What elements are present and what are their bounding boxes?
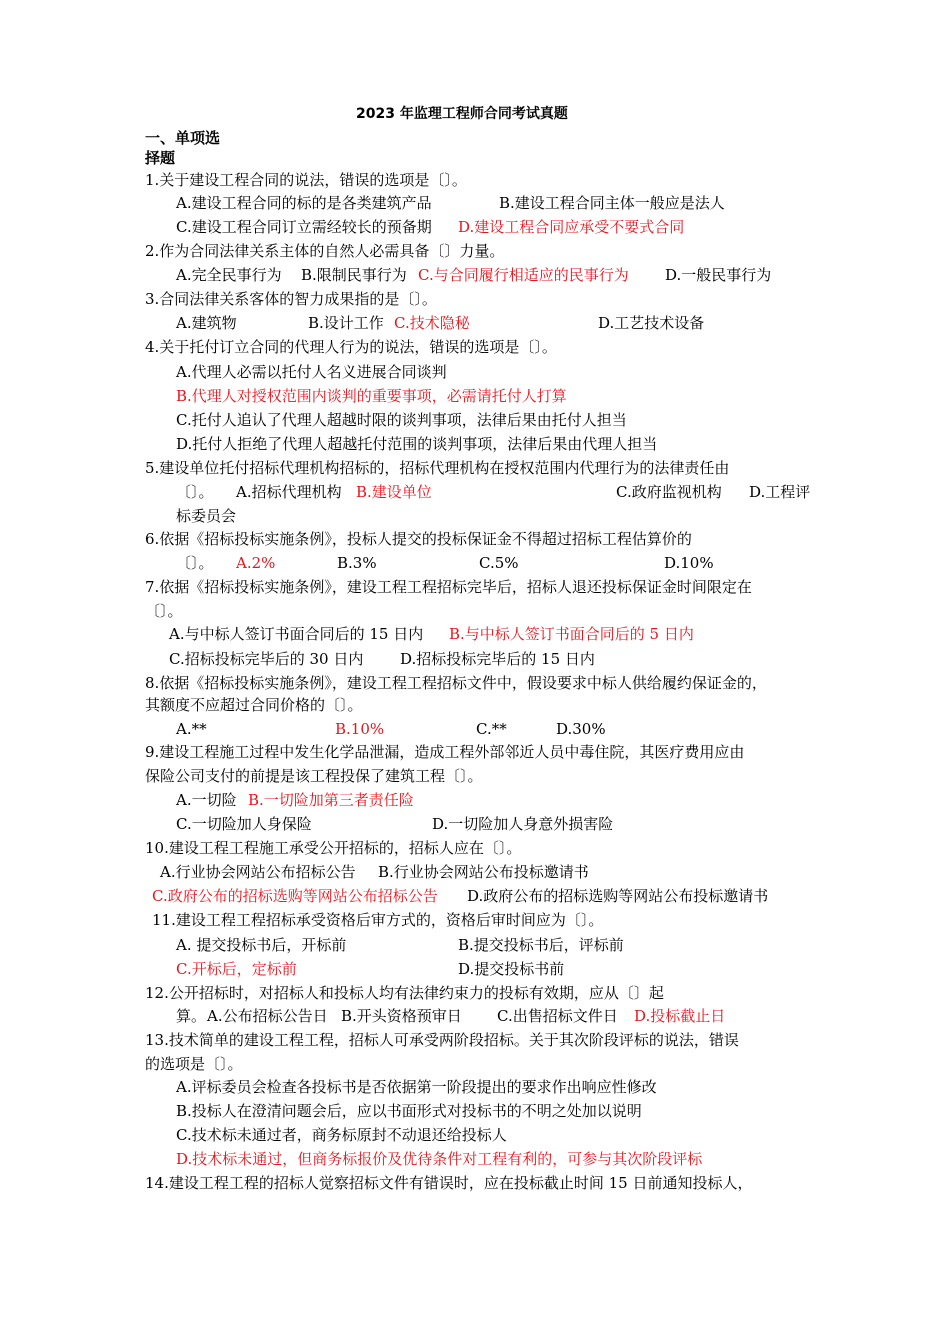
- q7-option-a: A.与中标人签订书面合同后的 15 日内: [169, 625, 424, 643]
- q4-option-a: A.代理人必需以托付人名义进展合同谈判: [176, 363, 447, 381]
- q11-stem: 11.建设工程工程招标承受资格后审方式的，资格后审时间应为〔〕。: [152, 911, 604, 929]
- q5-option-a: A.招标代理机构: [236, 483, 342, 501]
- q6-option-a-answer: A.2%: [236, 554, 276, 572]
- q6-option-b: B.3%: [337, 554, 377, 572]
- q8-option-c: C.**: [476, 720, 507, 738]
- q13-stem-line2: 的选项是〔〕。: [145, 1055, 243, 1073]
- q8-option-a: A.**: [176, 720, 207, 738]
- q6-option-c: C.5%: [479, 554, 519, 572]
- q3-option-a: A.建筑物: [176, 314, 237, 332]
- q3-stem: 3.合同法律关系客体的智力成果指的是〔〕。: [145, 290, 437, 308]
- q6-paren: 〔〕。: [176, 554, 214, 572]
- q13-option-a: A.评标委员会检查各投标书是否依据第一阶段提出的要求作出响应性修改: [176, 1078, 657, 1096]
- q3-option-c-answer: C.技术隐秘: [394, 314, 470, 332]
- q10-option-d: D.政府公布的招标选购等网站公布投标邀请书: [467, 887, 769, 905]
- q9-option-d: D.一切险加人身意外损害险: [432, 815, 614, 833]
- q1-option-d-answer: D.建设工程合同应承受不要式合同: [458, 218, 685, 236]
- q14-stem: 14.建设工程工程的招标人觉察招标文件有错误时，应在投标截止时间 15 日前通知投标人，: [145, 1174, 753, 1192]
- q7-option-c: C.招标投标完毕后的 30 日内: [169, 650, 364, 668]
- q2-option-b: B.限制民事行为: [301, 266, 407, 284]
- q1-stem: 1.关于建设工程合同的说法，错误的选项是〔〕。: [145, 171, 467, 189]
- q13-option-b: B.投标人在澄清问题会后，应以书面形式对投标书的不明之处加以说明: [176, 1102, 642, 1120]
- q5-stem: 5.建设单位托付招标代理机构招标的，招标代理机构在授权范围内代理行为的法律责任由: [145, 459, 730, 477]
- q4-option-d: D.托付人拒绝了代理人超越托付范围的谈判事项，法律后果由代理人担当: [176, 435, 658, 453]
- q1-option-a: A.建设工程合同的标的是各类建筑产品: [176, 194, 432, 212]
- q11-option-a: A. 提交投标书后，开标前: [176, 936, 347, 954]
- q12-option-c: C.出售招标文件日: [497, 1007, 618, 1025]
- q4-stem: 4.关于托付订立合同的代理人行为的说法，错误的选项是〔〕。: [145, 338, 557, 356]
- q10-stem: 10.建设工程工程施工承受公开招标的，招标人应在〔〕。: [145, 839, 522, 857]
- q9-option-a: A.一切险: [176, 791, 237, 809]
- q9-option-b-answer: B.一切险加第三者责任险: [248, 791, 414, 809]
- q3-option-d: D.工艺技术设备: [598, 314, 705, 332]
- q5-option-c: C.政府监视机构: [616, 483, 722, 501]
- q2-option-d: D.一般民事行为: [665, 266, 772, 284]
- q7-option-d: D.招标投标完毕后的 15 日内: [400, 650, 595, 668]
- q10-option-c-answer: C.政府公布的招标选购等网站公布招标公告: [152, 887, 438, 905]
- q4-option-c: C.托付人追认了代理人超越时限的谈判事项，法律后果由托付人担当: [176, 411, 627, 429]
- q3-option-b: B.设计工作: [308, 314, 384, 332]
- q9-option-c: C.一切险加人身保险: [176, 815, 312, 833]
- q12-option-a: A.公布招标公告日: [207, 1007, 328, 1025]
- q2-stem: 2.作为合同法律关系主体的自然人必需具备〔〕力量。: [145, 242, 505, 260]
- q5-option-d: D.工程评: [749, 483, 811, 501]
- q10-option-a: A.行业协会网站公布招标公告: [160, 863, 356, 881]
- q13-option-d-answer: D.技术标未通过，但商务标报价及优待条件对工程有利的，可参与其次阶段评标: [176, 1150, 703, 1168]
- q8-stem-line1: 8.依据《招标投标实施条例》，建设工程工程招标文件中，假设要求中标人供给履约保证金的，: [145, 674, 767, 692]
- q2-option-a: A.完全民事行为: [176, 266, 282, 284]
- q6-stem: 6.依据《招标投标实施条例》，投标人提交的投标保证金不得超过招标工程估算价的: [145, 530, 692, 548]
- q7-stem-line2: 〔〕。: [145, 602, 183, 620]
- q1-option-b: B.建设工程合同主体一般应是法人: [499, 194, 725, 212]
- q12-option-d-answer: D.投标截止日: [634, 1007, 726, 1025]
- q12-stem-cont: 算。: [176, 1007, 207, 1025]
- q9-stem-line1: 9.建设工程施工过程中发生化学品泄漏，造成工程外部邻近人员中毒住院，其医疗费用应由: [145, 743, 745, 761]
- q12-stem: 12.公开招标时，对招标人和投标人均有法律约束力的投标有效期，应从〔〕起: [145, 984, 664, 1002]
- section-heading-line2: 择题: [145, 149, 176, 167]
- q8-option-d: D.30%: [556, 720, 606, 738]
- q8-stem-line2: 其额度不应超过合同价格的〔〕。: [145, 696, 363, 714]
- page-title: 2023 年监理工程师合同考试真题: [356, 106, 568, 122]
- q13-stem-line1: 13.技术简单的建设工程工程，招标人可承受两阶段招标。关于其次阶段评标的说法，错误: [145, 1031, 739, 1049]
- q8-option-b-answer: B.10%: [335, 720, 385, 738]
- q5-option-d-cont: 标委员会: [176, 507, 237, 525]
- q5-option-b-answer: B.建设单位: [356, 483, 432, 501]
- q4-option-b-answer: B.代理人对授权范围内谈判的重要事项，必需请托付人打算: [176, 387, 567, 405]
- q11-option-d: D.提交投标书前: [458, 960, 565, 978]
- q10-option-b: B.行业协会网站公布投标邀请书: [378, 863, 589, 881]
- q12-option-b: B.开头资格预审日: [341, 1007, 462, 1025]
- section-heading-line1: 一、单项选: [145, 129, 221, 147]
- q5-paren: 〔〕。: [176, 483, 214, 501]
- q2-option-c-answer: C.与合同履行相适应的民事行为: [418, 266, 629, 284]
- q1-option-c: C.建设工程合同订立需经较长的预备期: [176, 218, 432, 236]
- q6-option-d: D.10%: [664, 554, 714, 572]
- q7-stem-line1: 7.依据《招标投标实施条例》，建设工程工程招标完毕后，招标人退还投标保证金时间限定在: [145, 578, 752, 596]
- q11-option-c-answer: C.开标后，定标前: [176, 960, 297, 978]
- q11-option-b: B.提交投标书后，评标前: [458, 936, 624, 954]
- q7-option-b-answer: B.与中标人签订书面合同后的 5 日内: [449, 625, 694, 643]
- q9-stem-line2: 保险公司支付的前提是该工程投保了建筑工程〔〕。: [145, 767, 483, 785]
- q13-option-c: C.技术标未通过者，商务标原封不动退还给投标人: [176, 1126, 507, 1144]
